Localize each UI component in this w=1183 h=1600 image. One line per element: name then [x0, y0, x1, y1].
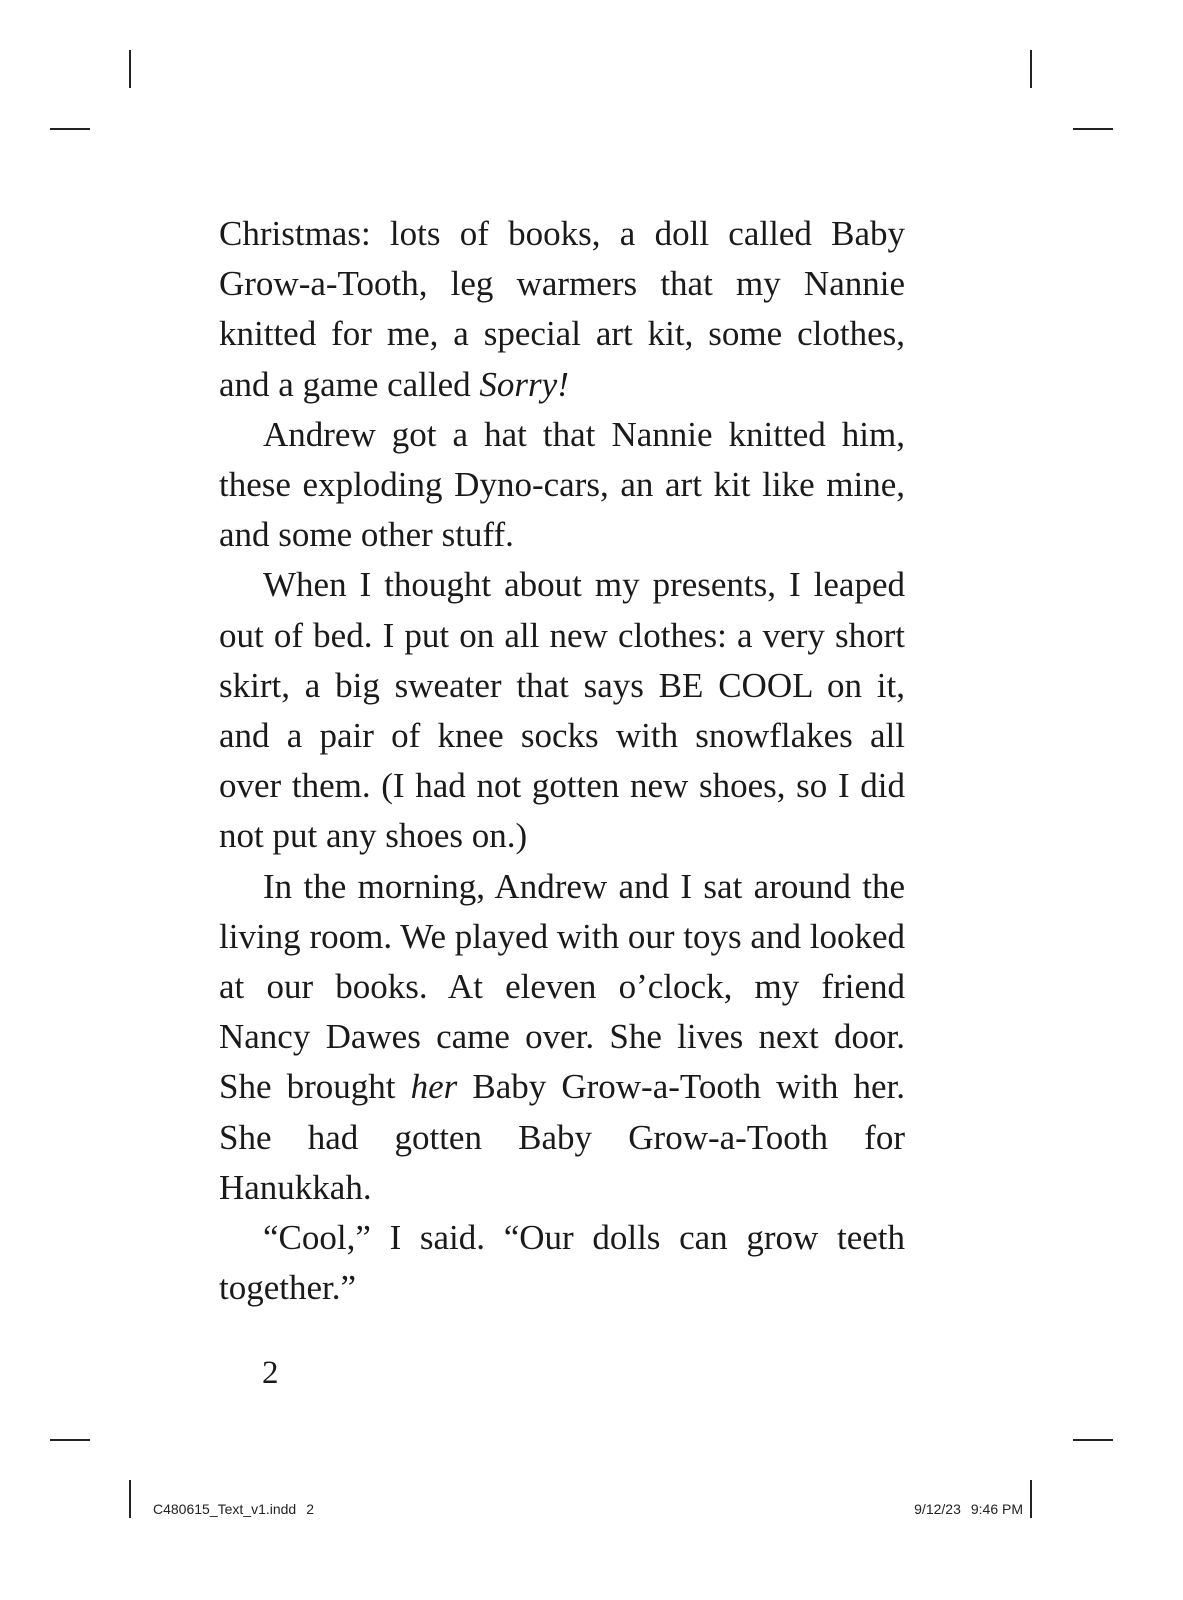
slug-time: 9:46 PM [970, 1501, 1023, 1517]
text-run: “Cool,” I said. “Our dolls can grow teeth together.” [219, 1218, 905, 1308]
page-number: 2 [262, 1355, 279, 1391]
paragraph [219, 1213, 905, 1313]
slug-date: 9/12/23 [914, 1501, 961, 1517]
crop-mark-top-right-vertical [1030, 50, 1032, 88]
crop-mark-top-left-horizontal [50, 128, 90, 130]
paragraph [219, 862, 905, 1213]
crop-mark-bottom-left-horizontal [50, 1439, 90, 1441]
text-run: Baby Grow-a-Tooth with her. She had gotten Baby Grow-a-Tooth for Hanukkah. [219, 1067, 905, 1207]
text-run: In the morning, Andrew and I sat around the living room. We played with our toys and looked at our books. At eleven o’clock, my friend Nancy Dawes came over. She lives next door. She brought [219, 866, 905, 1107]
crop-mark-bottom-right-vertical [1030, 1480, 1032, 1518]
paragraph [219, 209, 905, 410]
italic-text: Sorry! [479, 364, 569, 404]
text-run: Christmas: lots of books, a doll called Baby Grow-a-Tooth, leg warmers that my Nannie knitted for me, a special art kit, some clothes, and a game called [219, 214, 905, 404]
slug-file-page: 2 [306, 1501, 315, 1517]
text-run: When I thought about my presents, I leaped out of bed. I put on all new clothes: a very short skirt, a big sweater that says BE COOL on it, and a pair of knee socks with snowflakes all over them. (I had not gotten new shoes, so I did not put any shoes on.) [219, 565, 905, 856]
crop-mark-bottom-right-horizontal [1073, 1439, 1113, 1441]
crop-mark-bottom-left-vertical [129, 1480, 131, 1518]
paragraph [219, 560, 905, 861]
paragraph [219, 410, 905, 561]
slug-file-info [153, 1500, 314, 1518]
text-run: Andrew got a hat that Nannie knitted him, these exploding Dyno-cars, an art kit like mine, and some other stuff. [219, 414, 905, 555]
crop-mark-top-right-horizontal [1073, 128, 1113, 130]
crop-mark-top-left-vertical [129, 50, 131, 88]
italic-text: her [410, 1067, 458, 1107]
slug-timestamp [914, 1500, 1023, 1518]
slug-file-name: C480615_Text_v1.indd [153, 1501, 297, 1517]
body-text [219, 209, 905, 1313]
